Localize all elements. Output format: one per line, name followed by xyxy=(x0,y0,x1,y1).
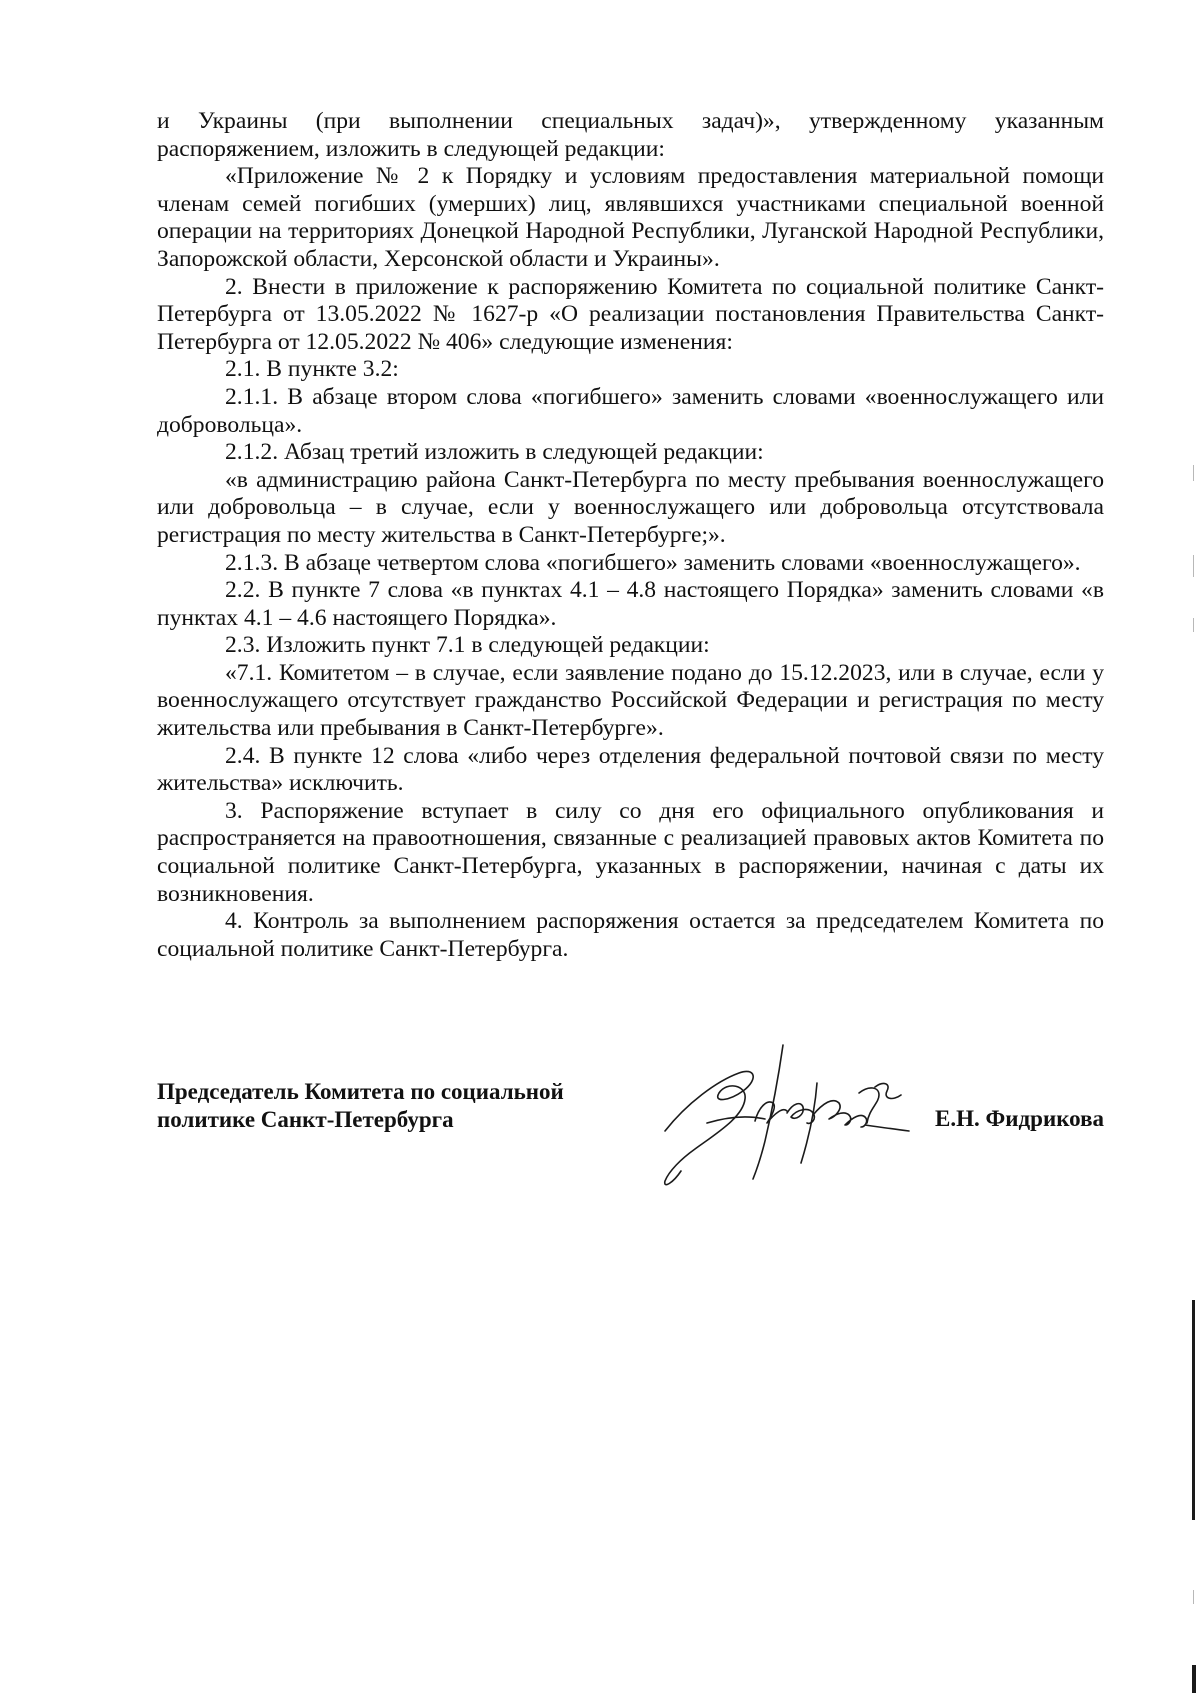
scan-edge-mark xyxy=(1193,1590,1194,1604)
paragraph-item-2-1-2: 2.1.2. Абзац третий изложить в следующей редакции: xyxy=(225,439,764,466)
paragraph-item-2: 2. Внести в приложение к распоряжению Комитета по социальной политике Санкт-Петербурга от 13.05.2022 № 1627-р «О реализации постановления Правительства Санкт-Петербурга от 12.05.2022 № 406» следующие изменения: xyxy=(157,273,1104,355)
paragraph-item-4: 4. Контроль за выполнением распоряжения остается за председателем Комитета по социальной политике Санкт-Петербурга. xyxy=(157,908,1104,962)
paragraph-appendix-title: «Приложение № 2 к Порядку и условиям предоставления материальной помощи членам семей погибших (умерших) лиц, являвшихся участниками специальной военной операции на территориях Донецкой Народной Республики, Луганской Народной Республики, Запорожской области, Херсонской области и Украины». xyxy=(157,163,1104,272)
paragraph-item-7-1-quote: «7.1. Комитетом – в случае, если заявление подано до 15.12.2023, или в случае, если у военнослужащего отсутствует гражданство Российской Федерации и регистрация по месту жительства или пребывания в Санкт-Петербурге». xyxy=(157,659,1104,742)
paragraph-quoted-text: «в администрацию района Санкт-Петербурга по месту пребывания военнослужащего или добровольца – в случае, если у военнослужащего или добровольца отсутствовала регистрация по месту жительства в Санкт-Петербурге;». xyxy=(157,466,1104,548)
paragraph-item-2-1: 2.1. В пункте 3.2: xyxy=(225,356,399,383)
paragraph-item-2-1-1: 2.1.1. В абзаце втором слова «погибшего» заменить словами «военнослужащего или добровольца». xyxy=(157,383,1104,438)
paragraph-item-2-1-3: 2.1.3. В абзаце четвертом слова «погибшего» заменить словами «военнослужащего». xyxy=(225,549,1081,576)
document-body xyxy=(157,108,1104,963)
signer-name: Е.Н. Фидрикова xyxy=(935,1106,1104,1131)
scan-edge-mark xyxy=(1192,1300,1195,1520)
paragraph-item-2-2: 2.2. В пункте 7 слова «в пунктах 4.1 – 4.8 настоящего Порядка» заменить словами «в пунктах 4.1 – 4.6 настоящего Порядка». xyxy=(157,577,1104,631)
signer-position-title: Председатель Комитета по социальной политике Санкт-Петербурга xyxy=(157,1079,564,1132)
signature-block xyxy=(157,1075,1104,1205)
paragraph-item-2-4: 2.4. В пункте 12 слова «либо через отделения федеральной почтовой связи по месту жительства» исключить. xyxy=(157,742,1104,797)
paragraph-item-2-3: 2.3. Изложить пункт 7.1 в следующей редакции: xyxy=(225,632,710,659)
scan-edge-mark xyxy=(1193,555,1194,577)
scan-edge-mark xyxy=(1193,618,1194,632)
handwritten-signature-icon xyxy=(647,1033,917,1193)
paragraph-item-3: 3. Распоряжение вступает в силу со дня его официального опубликования и распространяется на правоотношения, связанные с реализацией правовых актов Комитета по социальной политике Санкт-Петербурга, указанных в распоряжении, начиная с даты их возникновения. xyxy=(157,797,1104,907)
scan-edge-mark xyxy=(1192,1665,1196,1693)
paragraph-continuation: и Украины (при выполнении специальных задач)», утвержденному указанным распоряжением, изложить в следующей редакции: xyxy=(157,108,1104,162)
scan-edge-mark xyxy=(1193,465,1194,481)
